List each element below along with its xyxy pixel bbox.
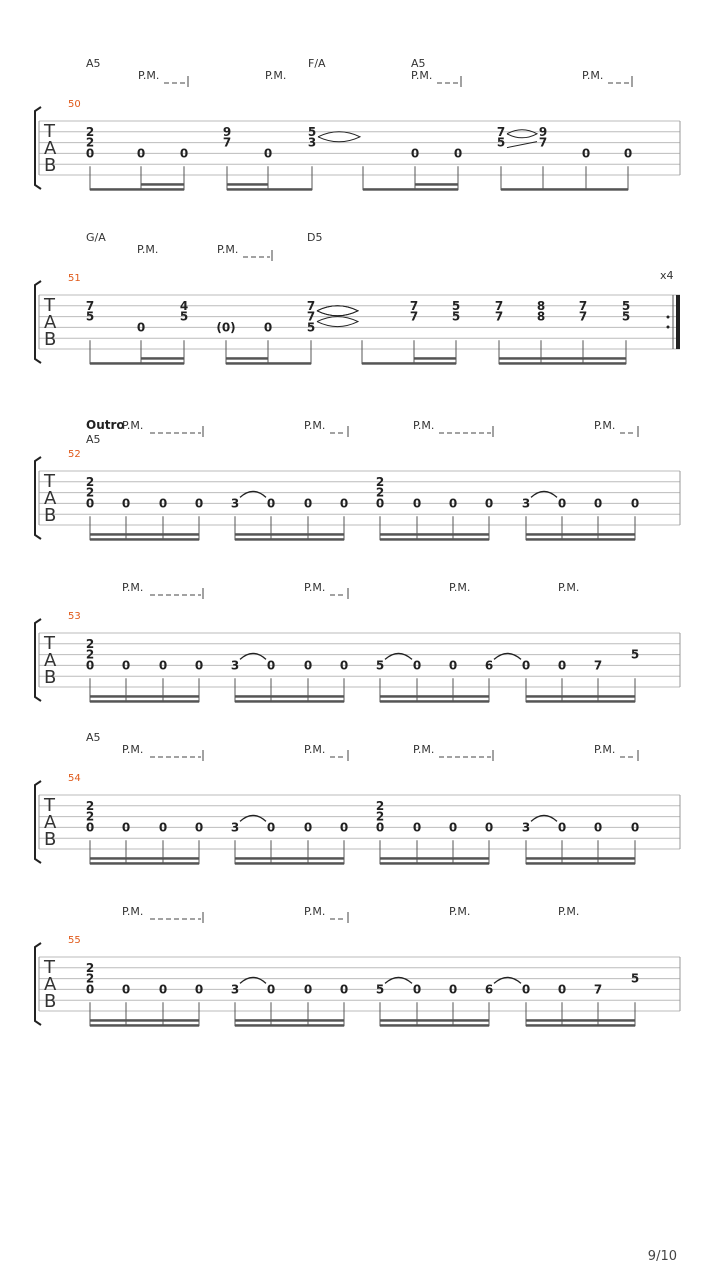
fret-number: 0 (194, 658, 204, 673)
fret-number: 0 (194, 496, 204, 511)
fret-number: 0 (194, 982, 204, 997)
fret-number: 2 (85, 135, 95, 150)
fret-number: 0 (593, 820, 603, 835)
fret-number: 2 (85, 124, 95, 139)
fret-number: 0 (158, 820, 168, 835)
fret-number: 0 (630, 496, 640, 511)
staff-bracket (35, 943, 41, 1025)
palm-mute-label: P.M. (304, 419, 326, 432)
fret-number: 7 (496, 124, 506, 139)
tie-mark (317, 306, 358, 316)
fret-number: 2 (375, 798, 385, 813)
beam-16th (414, 357, 456, 360)
fret-number: 7 (409, 309, 419, 324)
beam-16th (526, 695, 635, 698)
fret-number: 0 (593, 496, 603, 511)
fret-number: 0 (158, 658, 168, 673)
fret-number: 2 (85, 798, 95, 813)
repeat-dot (667, 316, 670, 319)
beam-16th (526, 857, 635, 860)
fret-number: 0 (85, 982, 95, 997)
tab-clef-letter: A (44, 650, 57, 671)
palm-mute-label: P.M. (122, 581, 144, 594)
beam (235, 862, 344, 865)
fret-number: 5 (451, 309, 461, 324)
fret-number: 5 (307, 124, 317, 139)
tab-clef-letter: A (44, 812, 57, 833)
fret-number: 0 (303, 982, 313, 997)
fret-number: 0 (136, 146, 146, 161)
staff-bracket (35, 107, 41, 189)
fret-number: 0 (121, 820, 131, 835)
measure-number: 55 (68, 935, 81, 946)
fret-number: 7 (85, 298, 95, 313)
beam-16th (141, 357, 184, 360)
chord-name: A5 (86, 57, 101, 70)
beam (362, 362, 456, 365)
beam (380, 862, 489, 865)
beam (90, 188, 184, 191)
fret-number: 5 (306, 320, 316, 335)
beam-16th (380, 857, 489, 860)
fret-number: 0 (158, 496, 168, 511)
fret-number: 0 (448, 982, 458, 997)
fret-number: 0 (453, 146, 463, 161)
tab-clef-letter: T (44, 471, 55, 492)
beam-16th (415, 183, 458, 186)
fret-number: 0 (266, 496, 276, 511)
fret-number: 0 (339, 658, 349, 673)
staff-bracket (35, 781, 41, 863)
fret-number: 8 (536, 309, 546, 324)
fret-number: 0 (263, 146, 273, 161)
fret-number: 0 (521, 658, 531, 673)
fret-number: 2 (375, 485, 385, 500)
palm-mute-label: P.M. (413, 419, 435, 432)
fret-number: 7 (409, 298, 419, 313)
tab-clef-letter: A (44, 312, 57, 333)
fret-number: 0 (448, 658, 458, 673)
beam (526, 1024, 635, 1027)
fret-number: 0 (557, 496, 567, 511)
palm-mute-label: P.M. (304, 905, 326, 918)
fret-number: 0 (557, 820, 567, 835)
fret-number: 7 (494, 298, 504, 313)
tab-clef-letter: B (44, 155, 57, 176)
fret-number: 0 (410, 146, 420, 161)
fret-number: 3 (307, 135, 317, 150)
fret-number: 3 (230, 496, 240, 511)
beam (526, 538, 635, 541)
beam (380, 538, 489, 541)
palm-mute-label: P.M. (138, 69, 160, 82)
fret-number: 5 (375, 982, 385, 997)
fret-number: 0 (266, 658, 276, 673)
fret-number: 2 (85, 485, 95, 500)
fret-number: 7 (538, 135, 548, 150)
tie-mark (507, 130, 537, 138)
fret-number: 0 (179, 146, 189, 161)
beam-16th (235, 857, 344, 860)
fret-number: 2 (85, 636, 95, 651)
measure-number: 50 (68, 99, 81, 110)
fret-number: 6 (484, 658, 494, 673)
fret-number: 0 (339, 496, 349, 511)
palm-mute-label: P.M. (449, 581, 471, 594)
palm-mute-label: P.M. (122, 743, 144, 756)
tab-clef-letter: B (44, 991, 57, 1012)
fret-number: 0 (194, 820, 204, 835)
palm-mute-label: P.M. (413, 743, 435, 756)
fret-number: 3 (521, 820, 531, 835)
fret-number: 0 (339, 982, 349, 997)
fret-number: 0 (623, 146, 633, 161)
beam (363, 188, 458, 191)
tab-clef-letter: T (44, 795, 55, 816)
tie-mark (318, 132, 360, 142)
fret-number: 9 (538, 124, 548, 139)
fret-number: 0 (521, 982, 531, 997)
beam (380, 1024, 489, 1027)
final-barline (676, 295, 680, 349)
palm-mute-label: P.M. (582, 69, 604, 82)
beam-16th (227, 183, 268, 186)
beam (380, 700, 489, 703)
palm-mute-label: P.M. (558, 581, 580, 594)
fret-number: (0) (216, 320, 236, 335)
beam (235, 700, 344, 703)
beam-16th (235, 1019, 344, 1022)
fret-number: 0 (121, 496, 131, 511)
beam-16th (499, 357, 626, 360)
fret-number: 0 (85, 658, 95, 673)
palm-mute-label: P.M. (304, 743, 326, 756)
tab-clef-letter: T (44, 295, 55, 316)
beam (526, 700, 635, 703)
fret-number: 7 (222, 135, 232, 150)
beam (90, 538, 199, 541)
fret-number: 2 (85, 474, 95, 489)
fret-number: 3 (521, 496, 531, 511)
fret-number: 5 (621, 298, 631, 313)
repeat-count: x4 (660, 269, 674, 282)
fret-number: 7 (578, 298, 588, 313)
fret-number: 3 (230, 982, 240, 997)
fret-number: 4 (179, 298, 189, 313)
fret-number: 0 (412, 496, 422, 511)
beam-16th (141, 183, 184, 186)
measure-number: 52 (68, 449, 81, 460)
fret-number: 0 (158, 982, 168, 997)
fret-number: 2 (85, 809, 95, 824)
fret-number: 3 (230, 658, 240, 673)
tab-clef-letter: A (44, 488, 57, 509)
fret-number: 2 (85, 960, 95, 975)
tie-mark (317, 306, 358, 316)
fret-number: 0 (484, 496, 494, 511)
beam-16th (90, 857, 199, 860)
fret-number: 2 (375, 809, 385, 824)
beam-16th (226, 357, 268, 360)
beam (90, 1024, 199, 1027)
palm-mute-label: P.M. (217, 243, 239, 256)
fret-number: 3 (230, 820, 240, 835)
fret-number: 5 (496, 135, 506, 150)
fret-number: 5 (375, 658, 385, 673)
tab-clef-letter: T (44, 957, 55, 978)
fret-number: 0 (448, 496, 458, 511)
fret-number: 0 (557, 982, 567, 997)
section-label: Outro (86, 418, 125, 432)
chord-name: G/A (86, 231, 106, 244)
tab-clef-letter: T (44, 121, 55, 142)
fret-number: 0 (375, 820, 385, 835)
beam (526, 862, 635, 865)
fret-number: 7 (593, 658, 603, 673)
fret-number: 0 (303, 496, 313, 511)
fret-number: 0 (121, 658, 131, 673)
beam (227, 188, 312, 191)
repeat-dot (667, 326, 670, 329)
fret-number: 0 (263, 320, 273, 335)
beam-16th (526, 533, 635, 536)
palm-mute-label: P.M. (411, 69, 433, 82)
fret-number: 7 (593, 982, 603, 997)
fret-number: 6 (484, 982, 494, 997)
fret-number: 0 (303, 820, 313, 835)
staff-bracket (35, 281, 41, 363)
tab-clef-letter: B (44, 329, 57, 350)
fret-number: 0 (85, 146, 95, 161)
fret-number: 0 (412, 982, 422, 997)
fret-number: 5 (179, 309, 189, 324)
palm-mute-label: P.M. (265, 69, 287, 82)
fret-number: 0 (266, 820, 276, 835)
fret-number: 0 (557, 658, 567, 673)
beam-16th (380, 533, 489, 536)
chord-name: A5 (86, 433, 101, 446)
chord-name: A5 (86, 731, 101, 744)
fret-number: 5 (451, 298, 461, 313)
beam-16th (90, 695, 199, 698)
fret-number: 5 (630, 971, 640, 986)
palm-mute-label: P.M. (122, 905, 144, 918)
beam (235, 538, 344, 541)
chord-name: A5 (411, 57, 426, 70)
fret-number: 2 (85, 647, 95, 662)
measure-number: 51 (68, 273, 81, 284)
chord-name: F/A (308, 57, 326, 70)
palm-mute-label: P.M. (594, 419, 616, 432)
beam-16th (380, 695, 489, 698)
tie-mark (317, 317, 358, 327)
palm-mute-label: P.M. (594, 743, 616, 756)
fret-number: 0 (339, 820, 349, 835)
measure-number: 53 (68, 611, 81, 622)
fret-number: 0 (375, 496, 385, 511)
beam (226, 362, 311, 365)
beam-16th (380, 1019, 489, 1022)
palm-mute-label: P.M. (304, 581, 326, 594)
palm-mute-label: P.M. (122, 419, 144, 432)
fret-number: 9 (222, 124, 232, 139)
beam-16th (235, 695, 344, 698)
beam (90, 700, 199, 703)
measure-number: 54 (68, 773, 81, 784)
tab-clef-letter: B (44, 829, 57, 850)
fret-number: 5 (630, 647, 640, 662)
fret-number: 0 (484, 820, 494, 835)
tab-clef-letter: T (44, 633, 55, 654)
fret-number: 0 (266, 982, 276, 997)
palm-mute-label: P.M. (558, 905, 580, 918)
tab-clef-letter: B (44, 505, 57, 526)
palm-mute-label: P.M. (137, 243, 159, 256)
fret-number: 0 (630, 820, 640, 835)
staff-bracket (35, 457, 41, 539)
fret-number: 0 (85, 496, 95, 511)
fret-number: 7 (306, 298, 316, 313)
fret-number: 0 (412, 658, 422, 673)
fret-number: 7 (306, 309, 316, 324)
fret-number: 2 (85, 971, 95, 986)
fret-number: 5 (85, 309, 95, 324)
palm-mute-label: P.M. (449, 905, 471, 918)
tab-clef-letter: A (44, 138, 57, 159)
beam (501, 188, 628, 191)
beam-16th (235, 533, 344, 536)
fret-number: 7 (494, 309, 504, 324)
beam (90, 362, 184, 365)
fret-number: 0 (448, 820, 458, 835)
tab-clef-letter: B (44, 667, 57, 688)
fret-number: 0 (121, 982, 131, 997)
fret-number: 0 (412, 820, 422, 835)
beam-16th (90, 1019, 199, 1022)
beam (235, 1024, 344, 1027)
fret-number: 7 (578, 309, 588, 324)
beam-16th (526, 1019, 635, 1022)
fret-number: 0 (85, 820, 95, 835)
beam (90, 862, 199, 865)
chord-name: D5 (307, 231, 323, 244)
beam (499, 362, 626, 365)
fret-number: 2 (375, 474, 385, 489)
fret-number: 0 (303, 658, 313, 673)
fret-number: 0 (136, 320, 146, 335)
fret-number: 5 (621, 309, 631, 324)
beam-16th (90, 533, 199, 536)
page-number: 9/10 (647, 1249, 677, 1264)
fret-number: 8 (536, 298, 546, 313)
staff-bracket (35, 619, 41, 701)
fret-number: 0 (581, 146, 591, 161)
tab-clef-letter: A (44, 974, 57, 995)
